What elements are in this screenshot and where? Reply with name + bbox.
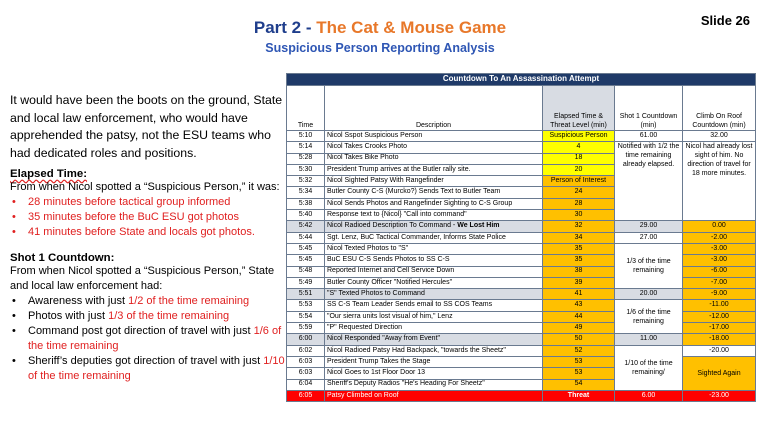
row-time: 5:42: [287, 221, 325, 232]
shot-cell: 29.00: [615, 221, 683, 232]
table-row: [287, 323, 756, 334]
row-description: Nicol Texted Photos to "S": [325, 243, 543, 254]
row-description: Nicol Takes Bike Photo: [325, 153, 543, 164]
row-time: 5:54: [287, 311, 325, 322]
shot-group-cell: 1/6 of the time remaining: [615, 300, 683, 334]
row-elapsed: 53: [543, 356, 615, 367]
header-shot: Shot 1 Countdown (min): [615, 86, 683, 131]
table-row: [287, 334, 756, 345]
table-row: [287, 300, 756, 311]
row-description: President Trump arrives at the Butler rally site.: [325, 164, 543, 175]
row-time: 5:40: [287, 210, 325, 221]
row-time: 5:34: [287, 187, 325, 198]
row-time: 5:51: [287, 289, 325, 300]
row-description: [325, 221, 543, 232]
row-description: Nicol Sends Photos and Rangefinder Sighting to C-S Group: [325, 198, 543, 209]
elapsed-heading: Elapsed Time:: [10, 168, 88, 180]
row-elapsed: 20: [543, 164, 615, 175]
shot-cell: 6.00: [615, 390, 683, 401]
climb-cell: -7.00: [683, 277, 756, 288]
row-time: 5:28: [287, 153, 325, 164]
row-time: 5:32: [287, 176, 325, 187]
row-description: Nicol Sighted Patsy With Rangefinder: [325, 176, 543, 187]
elapsed-item: • 28 minutes before tactical group informed: [10, 195, 292, 210]
row-elapsed: 44: [543, 311, 615, 322]
row-elapsed: 32: [543, 221, 615, 232]
title-main: The Cat & Mouse Game: [316, 18, 507, 37]
shot-group-cell: Notified with 1/2 the time remaining already elapsed.: [615, 142, 683, 221]
row-description: Sheriff's Deputy Radios "He's Heading For Sheetz": [325, 379, 543, 390]
shot-heading: Shot 1 Countdown:: [10, 252, 115, 264]
shot-cell: 20.00: [615, 289, 683, 300]
row-time: 5:45: [287, 255, 325, 266]
climb-cell: -11.00: [683, 300, 756, 311]
shot-item: [10, 354, 292, 384]
slide-subtitle: Suspicious Person Reporting Analysis: [265, 41, 495, 55]
countdown-table-wrapper: [286, 73, 755, 402]
row-time: 5:49: [287, 277, 325, 288]
row-elapsed: 53: [543, 368, 615, 379]
row-elapsed: 43: [543, 300, 615, 311]
row-elapsed: 34: [543, 232, 615, 243]
shot-item-text: Awareness with just: [28, 295, 129, 307]
row-elapsed: 24: [543, 187, 615, 198]
shot-cell: 27.00: [615, 232, 683, 243]
shot-item: [10, 324, 292, 354]
row-elapsed: 4: [543, 142, 615, 153]
table-row: [287, 232, 756, 243]
table-row-final: [287, 390, 756, 401]
row-elapsed: 35: [543, 255, 615, 266]
table-row: [287, 221, 756, 232]
row-elapsed: 50: [543, 334, 615, 345]
row-elapsed: 49: [543, 323, 615, 334]
shot-cell: 61.00: [615, 131, 683, 142]
climb-cell: -6.00: [683, 266, 756, 277]
row-description: "P" Requested Direction: [325, 323, 543, 334]
row-elapsed: 30: [543, 210, 615, 221]
climb-group-cell: Sighted Again: [683, 356, 756, 390]
row-time: 5:48: [287, 266, 325, 277]
row-description: Nicol Responded "Away from Event": [325, 334, 543, 345]
shot-item-fraction: 1/6 of the time remaining: [28, 325, 282, 352]
climb-cell: 0.00: [683, 221, 756, 232]
row-time: 6:03: [287, 356, 325, 367]
header-elapsed: Elapsed Time & Threat Level (min): [543, 86, 615, 131]
intro-paragraph: It would have been the boots on the ground, State and local law enforcement, who would have apprehended the patsy, not the ESU teams who had dedicated roles and positions.: [10, 93, 283, 160]
row-description: Sgt. Lenz, BuC Tactical Commander, Informs State Police: [325, 232, 543, 243]
row-time: 5:59: [287, 323, 325, 334]
row-time: 5:45: [287, 243, 325, 254]
table-row: [287, 311, 756, 322]
shot-item-fraction: 1/3 of the time remaining: [108, 310, 230, 322]
climb-cell: -3.00: [683, 243, 756, 254]
row-time: 5:14: [287, 142, 325, 153]
row-description: Nicol Sspot Suspicious Person: [325, 131, 543, 142]
row-elapsed: 52: [543, 345, 615, 356]
row-elapsed: 39: [543, 277, 615, 288]
slide-title: [0, 18, 760, 38]
row-description-emphasis: We Lost Him: [457, 222, 500, 230]
table-row: [287, 266, 756, 277]
left-text-panel: [10, 92, 292, 384]
row-elapsed: 18: [543, 153, 615, 164]
header-climb: Climb On Roof Countdown (min): [683, 86, 756, 131]
shot-list: [10, 294, 292, 384]
shot-item-fraction: 1/10 of the time remaining: [28, 355, 285, 382]
elapsed-list: [10, 195, 292, 240]
shot-item-text: Sheriff’s deputies got direction of travel with just: [28, 355, 264, 367]
table-row: [287, 142, 756, 153]
row-description: Nicol Goes to 1st Floor Door 13: [325, 368, 543, 379]
climb-cell: -9.00: [683, 289, 756, 300]
row-elapsed: Person of Interest: [543, 176, 615, 187]
row-elapsed: Threat: [543, 390, 615, 401]
shot-item: [10, 294, 292, 309]
table-row: [287, 356, 756, 367]
shot-cell: 11.00: [615, 334, 683, 345]
shot-item-text: Command post got direction of travel with just: [28, 325, 254, 337]
row-description: "S" Texted Photos to Command: [325, 289, 543, 300]
row-description: Butler County C-S (Murcko?) Sends Text to Butler Team: [325, 187, 543, 198]
row-elapsed: 38: [543, 266, 615, 277]
elapsed-text: From when Nicol spotted a “Suspicious Person,” it was:: [10, 181, 280, 193]
row-time: 5:38: [287, 198, 325, 209]
row-description: Response text to {Nicol} "Call into command": [325, 210, 543, 221]
slide-number: Slide 26: [700, 13, 750, 28]
countdown-table: [286, 73, 756, 402]
climb-cell: -17.00: [683, 323, 756, 334]
row-description: Nicol Takes Crooks Photo: [325, 142, 543, 153]
climb-cell: -20.00: [683, 345, 756, 356]
elapsed-item: • 35 minutes before the BuC ESU got photos: [10, 210, 292, 225]
shot-item: [10, 309, 292, 324]
row-description: "Our sierra units lost visual of him," Lenz: [325, 311, 543, 322]
shot-item-fraction: 1/2 of the time remaining: [128, 295, 250, 307]
header-time: Time: [287, 86, 325, 131]
row-time: 6:00: [287, 334, 325, 345]
row-time: 6:05: [287, 390, 325, 401]
title-prefix: Part 2 -: [253, 18, 317, 37]
row-time: 6:02: [287, 345, 325, 356]
row-time: 6:04: [287, 379, 325, 390]
elapsed-item: • 41 minutes before State and locals got photos.: [10, 225, 292, 240]
header-description: Description: [325, 86, 543, 131]
table-row: [287, 255, 756, 266]
shot-group-cell: 1/10 of the time remaining/: [615, 345, 683, 390]
row-time: 5:10: [287, 131, 325, 142]
table-title: Countdown To An Assassination Attempt: [287, 74, 756, 86]
row-time: 5:44: [287, 232, 325, 243]
row-elapsed: 54: [543, 379, 615, 390]
row-description-text: Nicol Radioed Description To Command -: [327, 222, 458, 230]
row-description: Nicol Radioed Patsy Had Backpack, "towards the Sheetz": [325, 345, 543, 356]
row-description: SS C-S Team Leader Sends email to SS COS Teams: [325, 300, 543, 311]
climb-cell: -2.00: [683, 232, 756, 243]
climb-cell: 32.00: [683, 131, 756, 142]
row-elapsed: 41: [543, 289, 615, 300]
row-description: President Trump Takes the Stage: [325, 356, 543, 367]
row-elapsed: Suspicious Person: [543, 131, 615, 142]
climb-cell: -18.00: [683, 334, 756, 345]
table-row: [287, 243, 756, 254]
climb-cell: -12.00: [683, 311, 756, 322]
row-elapsed: 35: [543, 243, 615, 254]
table-row: [287, 289, 756, 300]
row-time: 6:03: [287, 368, 325, 379]
row-elapsed: 28: [543, 198, 615, 209]
climb-group-cell: Nicol had already lost sight of him. No direction of travel for 18 more minutes.: [683, 142, 756, 221]
table-row: [287, 131, 756, 142]
row-description: Reported Internet and Cell Service Down: [325, 266, 543, 277]
row-description: Patsy Climbed on Roof: [325, 390, 543, 401]
row-description: BuC ESU C-S Sends Photos to SS C-S: [325, 255, 543, 266]
row-time: 5:53: [287, 300, 325, 311]
table-row: [287, 345, 756, 356]
table-row: [287, 277, 756, 288]
climb-cell: -23.00: [683, 390, 756, 401]
climb-cell: -3.00: [683, 255, 756, 266]
shot-group-cell: 1/3 of the time remaining: [615, 243, 683, 288]
shot-item-text: Photos with just: [28, 310, 109, 322]
row-description: Butler County Officer "Notified Hercules": [325, 277, 543, 288]
row-time: 5:30: [287, 164, 325, 175]
shot-text: From when Nicol spotted a “Suspicious Person,” State and local law enforcement had:: [10, 265, 275, 292]
